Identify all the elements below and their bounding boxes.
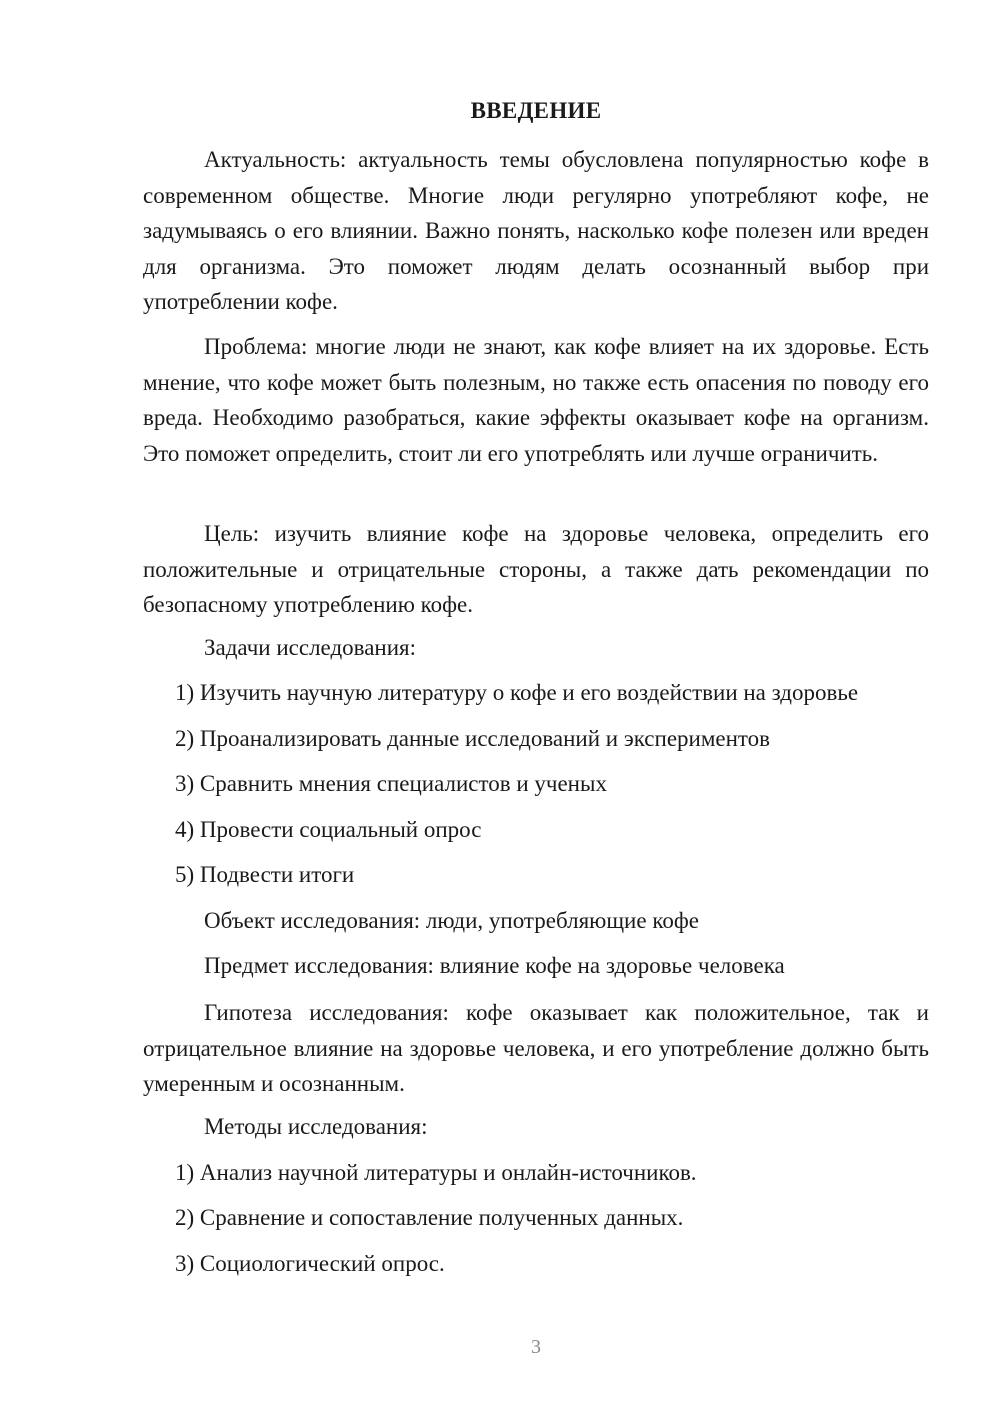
tasks-heading: Задачи исследования: bbox=[204, 635, 417, 660]
task-item: 1) Изучить научную литературу о кофе и его воздействии на здоровье bbox=[175, 680, 859, 705]
object-line: Объект исследования: люди, употребляющие кофе bbox=[204, 908, 699, 933]
task-item: 3) Сравнить мнения специалистов и ученых bbox=[175, 771, 607, 796]
methods-heading: Методы исследования: bbox=[204, 1114, 428, 1139]
goal-paragraph: Цель: изучить влияние кофе на здоровье человека, определить его положительные и отрицательные стороны, а также дать рекомендации по безопасному употреблению кофе. bbox=[143, 521, 929, 617]
method-item: 3) Социологический опрос. bbox=[175, 1251, 445, 1276]
method-item: 2) Сравнение и сопоставление полученных данных. bbox=[175, 1205, 684, 1230]
hypothesis-paragraph: Гипотеза исследования: кофе оказывает как положительное, так и отрицательное влияние на здоровье человека, и его употребление должно быть умеренным и осознанным. bbox=[143, 1000, 929, 1096]
section-title: ВВЕДЕНИЕ bbox=[470, 98, 602, 123]
task-item: 2) Проанализировать данные исследований и экспериментов bbox=[175, 726, 771, 751]
method-item: 1) Анализ научной литературы и онлайн-источников. bbox=[175, 1160, 697, 1185]
subject-line: Предмет исследования: влияние кофе на здоровье человека bbox=[204, 953, 785, 978]
task-item: 5) Подвести итоги bbox=[175, 862, 355, 887]
task-item: 4) Провести социальный опрос bbox=[175, 817, 482, 842]
relevance-paragraph: Актуальность: актуальность темы обусловлена популярностью кофе в современном обществе. Многие люди регулярно употребляют кофе, не задумываясь о его влиянии. Важно понять, насколько кофе полезен или вреден для организма. Это поможет людям делать осознанный выбор при употреблении кофе. bbox=[143, 147, 929, 314]
page-number: 3 bbox=[531, 1336, 541, 1358]
problem-paragraph: Проблема: многие люди не знают, как кофе влияет на их здоровье. Есть мнение, что кофе может быть полезным, но также есть опасения по поводу его вреда. Необходимо разобраться, какие эффекты оказывает кофе на организм. Это поможет определить, стоит ли его употреблять или лучше ограничить. bbox=[143, 334, 929, 466]
